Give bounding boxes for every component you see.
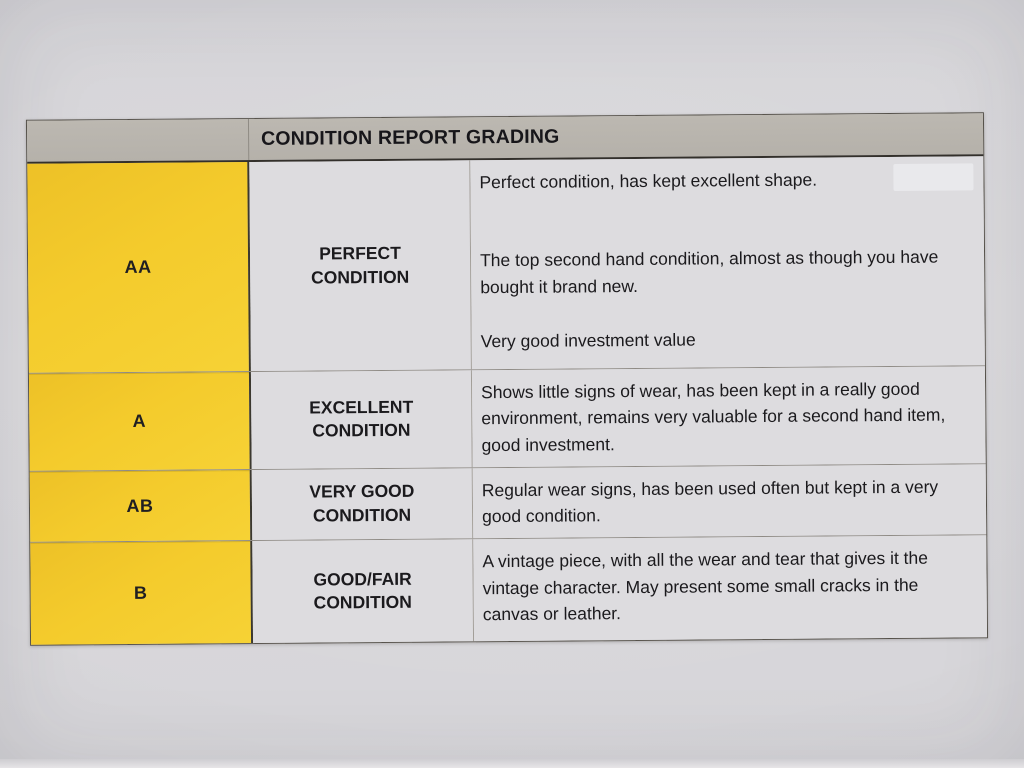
- description-paragraph: Regular wear signs, has been used often but kept in a very good condition.: [481, 476, 939, 527]
- header-corner-cell: [27, 119, 249, 162]
- grading-table-body: [27, 156, 987, 645]
- description-cell: [470, 156, 985, 369]
- grade-label: AA: [124, 256, 152, 277]
- description-paragraph: Very good investment value: [480, 329, 696, 351]
- table-row: [29, 365, 986, 470]
- description-paragraph: Shows little signs of wear, has been kept in a really good environment, remains very valuable for a second hand item, good investment.: [481, 378, 946, 455]
- description-cell: [473, 464, 987, 539]
- description-paragraph: The top second hand condition, almost as though you have bought it brand new.: [479, 246, 939, 297]
- description-paragraph: Perfect condition, has kept excellent shape.: [479, 169, 818, 193]
- table-row: [30, 534, 987, 645]
- description-cell: [473, 535, 987, 641]
- condition-cell: [252, 540, 474, 644]
- condition-label: VERY GOOD CONDITION: [309, 481, 415, 526]
- table-header-row: [27, 113, 983, 164]
- grade-cell: [30, 541, 253, 645]
- table-row: [27, 156, 985, 373]
- condition-cell: [249, 160, 472, 371]
- grade-label: AB: [126, 495, 154, 516]
- condition-cell: [252, 468, 474, 540]
- grading-table: [26, 112, 988, 646]
- table-row: [30, 463, 987, 542]
- condition-cell: [251, 370, 473, 468]
- grade-cell: [29, 372, 252, 470]
- grade-label: A: [132, 410, 147, 431]
- description-paragraph: A vintage piece, with all the wear and tear that gives it the vintage character. May present some small cracks in the canvas or leather.: [482, 547, 929, 624]
- grade-label: B: [133, 582, 148, 603]
- condition-label: GOOD/FAIR CONDITION: [313, 568, 412, 613]
- condition-label: PERFECT CONDITION: [311, 242, 410, 288]
- description-cell: [472, 366, 986, 467]
- grade-cell: [27, 162, 251, 373]
- grade-cell: [30, 470, 253, 542]
- document-sheet: [26, 112, 988, 646]
- condition-label: EXCELLENT CONDITION: [309, 396, 414, 441]
- table-title: CONDITION REPORT GRADING: [261, 125, 560, 150]
